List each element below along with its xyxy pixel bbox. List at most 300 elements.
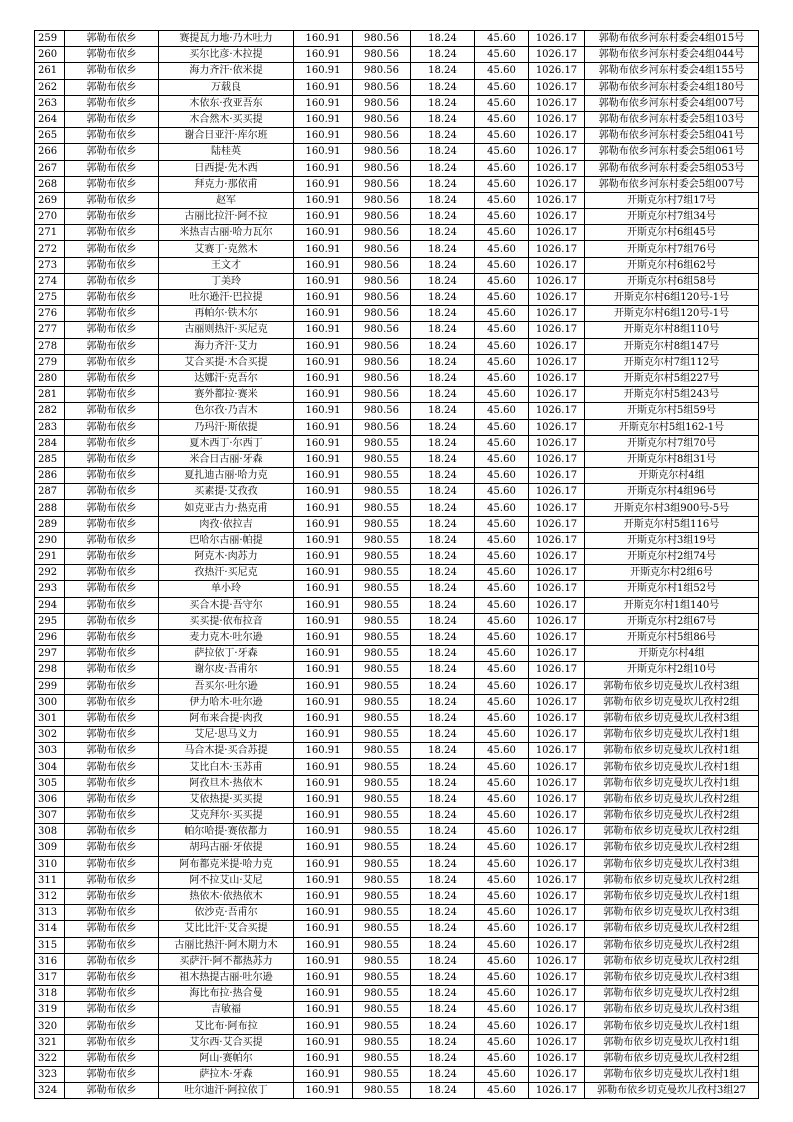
table-row — [35, 613, 759, 629]
name-cell: 丁美玲 — [159, 273, 294, 289]
value-cell-3: 18.24 — [411, 646, 475, 662]
value-cell-4: 45.60 — [475, 759, 529, 775]
address-cell: 开斯克尔村7组34号 — [585, 209, 759, 225]
table-row — [35, 532, 759, 548]
value-cell-2: 980.56 — [353, 387, 411, 403]
value-cell-4: 45.60 — [475, 646, 529, 662]
value-cell-1: 160.91 — [294, 273, 353, 289]
address-cell: 郭勒布依乡切克曼坎儿孜村2组 — [585, 986, 759, 1002]
township-cell: 郭勒布依乡 — [65, 629, 159, 645]
value-cell-1: 160.91 — [294, 419, 353, 435]
table-row — [35, 225, 759, 241]
value-cell-3: 18.24 — [411, 354, 475, 370]
address-cell: 开斯克尔村4组96号 — [585, 484, 759, 500]
value-cell-1: 160.91 — [294, 581, 353, 597]
value-cell-4: 45.60 — [475, 306, 529, 322]
total-cell: 1026.17 — [529, 306, 585, 322]
value-cell-1: 160.91 — [294, 613, 353, 629]
table-row — [35, 160, 759, 176]
value-cell-2: 980.56 — [353, 209, 411, 225]
row-index: 285 — [35, 451, 65, 467]
total-cell: 1026.17 — [529, 484, 585, 500]
table-row — [35, 435, 759, 451]
table-row — [35, 743, 759, 759]
value-cell-2: 980.55 — [353, 694, 411, 710]
table-row — [35, 808, 759, 824]
value-cell-4: 45.60 — [475, 694, 529, 710]
value-cell-4: 45.60 — [475, 1083, 529, 1099]
township-cell: 郭勒布依乡 — [65, 241, 159, 257]
township-cell: 郭勒布依乡 — [65, 306, 159, 322]
value-cell-4: 45.60 — [475, 354, 529, 370]
value-cell-1: 160.91 — [294, 468, 353, 484]
row-index: 310 — [35, 856, 65, 872]
name-cell: 艾比比汗·艾合买提 — [159, 921, 294, 937]
address-cell: 郭勒布依乡切克曼坎儿孜村3组 — [585, 856, 759, 872]
name-cell: 拜克力·那依甫 — [159, 176, 294, 192]
value-cell-4: 45.60 — [475, 662, 529, 678]
table-row — [35, 257, 759, 273]
name-cell: 马合木提·买合苏提 — [159, 743, 294, 759]
table-row — [35, 468, 759, 484]
table-row — [35, 79, 759, 95]
address-cell: 郭勒布依乡切克曼坎儿孜村2组 — [585, 953, 759, 969]
value-cell-3: 18.24 — [411, 613, 475, 629]
value-cell-4: 45.60 — [475, 484, 529, 500]
value-cell-2: 980.56 — [353, 257, 411, 273]
address-cell: 开斯克尔村1组52号 — [585, 581, 759, 597]
row-index: 319 — [35, 1002, 65, 1018]
value-cell-1: 160.91 — [294, 451, 353, 467]
address-cell: 开斯克尔村7组112号 — [585, 354, 759, 370]
name-cell: 阿不拉艾山·艾尼 — [159, 872, 294, 888]
table-row — [35, 273, 759, 289]
name-cell: 米合日古丽·牙森 — [159, 451, 294, 467]
row-index: 277 — [35, 322, 65, 338]
name-cell: 热依木·依热依木 — [159, 888, 294, 904]
name-cell: 日西提·先木西 — [159, 160, 294, 176]
name-cell: 古丽比热汗·阿木期力木 — [159, 937, 294, 953]
table-row — [35, 1018, 759, 1034]
table-row — [35, 176, 759, 192]
township-cell: 郭勒布依乡 — [65, 322, 159, 338]
name-cell: 再帕尔·铁木尔 — [159, 306, 294, 322]
total-cell: 1026.17 — [529, 969, 585, 985]
address-cell: 郭勒布依乡切克曼坎儿孜村1组 — [585, 1067, 759, 1083]
row-index: 308 — [35, 824, 65, 840]
value-cell-3: 18.24 — [411, 435, 475, 451]
row-index: 287 — [35, 484, 65, 500]
table-row — [35, 354, 759, 370]
township-cell: 郭勒布依乡 — [65, 840, 159, 856]
address-cell: 开斯克尔村2组74号 — [585, 549, 759, 565]
value-cell-1: 160.91 — [294, 986, 353, 1002]
value-cell-2: 980.55 — [353, 662, 411, 678]
value-cell-2: 980.55 — [353, 759, 411, 775]
address-cell: 郭勒布依乡切克曼坎儿孜村2组 — [585, 694, 759, 710]
total-cell: 1026.17 — [529, 791, 585, 807]
name-cell: 阿山·赛帕尔 — [159, 1050, 294, 1066]
name-cell: 陆桂英 — [159, 144, 294, 160]
township-cell: 郭勒布依乡 — [65, 1034, 159, 1050]
total-cell: 1026.17 — [529, 775, 585, 791]
table-row — [35, 678, 759, 694]
township-cell: 郭勒布依乡 — [65, 95, 159, 111]
value-cell-4: 45.60 — [475, 451, 529, 467]
value-cell-1: 160.91 — [294, 1050, 353, 1066]
value-cell-1: 160.91 — [294, 678, 353, 694]
total-cell: 1026.17 — [529, 354, 585, 370]
value-cell-2: 980.55 — [353, 808, 411, 824]
name-cell: 艾克拜尔·买买提 — [159, 808, 294, 824]
row-index: 259 — [35, 31, 65, 47]
total-cell: 1026.17 — [529, 646, 585, 662]
value-cell-4: 45.60 — [475, 128, 529, 144]
table-row — [35, 1083, 759, 1099]
value-cell-4: 45.60 — [475, 63, 529, 79]
value-cell-2: 980.56 — [353, 273, 411, 289]
total-cell: 1026.17 — [529, 451, 585, 467]
value-cell-3: 18.24 — [411, 484, 475, 500]
total-cell: 1026.17 — [529, 581, 585, 597]
name-cell: 王文才 — [159, 257, 294, 273]
name-cell: 谢尔皮·吾甫尔 — [159, 662, 294, 678]
value-cell-2: 980.56 — [353, 306, 411, 322]
value-cell-4: 45.60 — [475, 824, 529, 840]
address-cell: 郭勒布依乡河东村委会5组041号 — [585, 128, 759, 144]
value-cell-3: 18.24 — [411, 192, 475, 208]
table-row — [35, 710, 759, 726]
value-cell-2: 980.55 — [353, 727, 411, 743]
table-row — [35, 322, 759, 338]
row-index: 262 — [35, 79, 65, 95]
township-cell: 郭勒布依乡 — [65, 338, 159, 354]
address-cell: 郭勒布依乡河东村委会4组044号 — [585, 47, 759, 63]
value-cell-1: 160.91 — [294, 856, 353, 872]
value-cell-4: 45.60 — [475, 775, 529, 791]
address-cell: 开斯克尔村7组76号 — [585, 241, 759, 257]
value-cell-4: 45.60 — [475, 225, 529, 241]
total-cell: 1026.17 — [529, 176, 585, 192]
name-cell: 艾赛丁·克然木 — [159, 241, 294, 257]
address-cell: 郭勒布依乡切克曼坎儿孜村1组 — [585, 759, 759, 775]
township-cell: 郭勒布依乡 — [65, 953, 159, 969]
table-row — [35, 111, 759, 127]
row-index: 291 — [35, 549, 65, 565]
value-cell-1: 160.91 — [294, 31, 353, 47]
value-cell-2: 980.56 — [353, 192, 411, 208]
value-cell-1: 160.91 — [294, 549, 353, 565]
value-cell-2: 980.55 — [353, 888, 411, 904]
address-cell: 开斯克尔村7组17号 — [585, 192, 759, 208]
value-cell-1: 160.91 — [294, 322, 353, 338]
township-cell: 郭勒布依乡 — [65, 969, 159, 985]
address-cell: 开斯克尔村5组59号 — [585, 403, 759, 419]
value-cell-2: 980.55 — [353, 856, 411, 872]
value-cell-4: 45.60 — [475, 111, 529, 127]
value-cell-2: 980.55 — [353, 710, 411, 726]
value-cell-4: 45.60 — [475, 1050, 529, 1066]
total-cell: 1026.17 — [529, 1067, 585, 1083]
table-row — [35, 759, 759, 775]
township-cell: 郭勒布依乡 — [65, 403, 159, 419]
value-cell-3: 18.24 — [411, 47, 475, 63]
value-cell-3: 18.24 — [411, 710, 475, 726]
name-cell: 万载良 — [159, 79, 294, 95]
total-cell: 1026.17 — [529, 953, 585, 969]
value-cell-1: 160.91 — [294, 241, 353, 257]
value-cell-4: 45.60 — [475, 565, 529, 581]
township-cell: 郭勒布依乡 — [65, 678, 159, 694]
total-cell: 1026.17 — [529, 192, 585, 208]
value-cell-4: 45.60 — [475, 1018, 529, 1034]
address-cell: 开斯克尔村5组227号 — [585, 370, 759, 386]
township-cell: 郭勒布依乡 — [65, 856, 159, 872]
value-cell-4: 45.60 — [475, 597, 529, 613]
total-cell: 1026.17 — [529, 63, 585, 79]
table-row — [35, 1034, 759, 1050]
value-cell-3: 18.24 — [411, 937, 475, 953]
value-cell-1: 160.91 — [294, 840, 353, 856]
value-cell-3: 18.24 — [411, 338, 475, 354]
value-cell-1: 160.91 — [294, 128, 353, 144]
value-cell-2: 980.55 — [353, 678, 411, 694]
value-cell-2: 980.56 — [353, 403, 411, 419]
total-cell: 1026.17 — [529, 111, 585, 127]
row-index: 299 — [35, 678, 65, 694]
value-cell-2: 980.55 — [353, 1050, 411, 1066]
address-cell: 开斯克尔村4组 — [585, 646, 759, 662]
township-cell: 郭勒布依乡 — [65, 694, 159, 710]
value-cell-2: 980.55 — [353, 468, 411, 484]
row-index: 322 — [35, 1050, 65, 1066]
total-cell: 1026.17 — [529, 808, 585, 824]
table-row — [35, 403, 759, 419]
value-cell-2: 980.56 — [353, 95, 411, 111]
total-cell: 1026.17 — [529, 322, 585, 338]
table-row — [35, 128, 759, 144]
address-cell: 郭勒布依乡切克曼坎儿孜村1组 — [585, 1018, 759, 1034]
township-cell: 郭勒布依乡 — [65, 144, 159, 160]
value-cell-4: 45.60 — [475, 921, 529, 937]
value-cell-2: 980.55 — [353, 986, 411, 1002]
total-cell: 1026.17 — [529, 1083, 585, 1099]
value-cell-3: 18.24 — [411, 241, 475, 257]
row-index: 300 — [35, 694, 65, 710]
value-cell-3: 18.24 — [411, 629, 475, 645]
value-cell-1: 160.91 — [294, 63, 353, 79]
address-cell: 开斯克尔村2组67号 — [585, 613, 759, 629]
address-cell: 郭勒布依乡切克曼坎儿孜村2组 — [585, 937, 759, 953]
table-row — [35, 921, 759, 937]
value-cell-3: 18.24 — [411, 468, 475, 484]
name-cell: 买素提·艾孜孜 — [159, 484, 294, 500]
row-index: 301 — [35, 710, 65, 726]
value-cell-3: 18.24 — [411, 888, 475, 904]
row-index: 260 — [35, 47, 65, 63]
value-cell-2: 980.55 — [353, 613, 411, 629]
address-cell: 郭勒布依乡切克曼坎儿孜村3组 — [585, 969, 759, 985]
value-cell-2: 980.55 — [353, 532, 411, 548]
township-cell: 郭勒布依乡 — [65, 549, 159, 565]
township-cell: 郭勒布依乡 — [65, 500, 159, 516]
township-cell: 郭勒布依乡 — [65, 435, 159, 451]
value-cell-2: 980.56 — [353, 47, 411, 63]
township-cell: 郭勒布依乡 — [65, 484, 159, 500]
row-index: 276 — [35, 306, 65, 322]
township-cell: 郭勒布依乡 — [65, 775, 159, 791]
value-cell-2: 980.56 — [353, 63, 411, 79]
row-index: 283 — [35, 419, 65, 435]
value-cell-4: 45.60 — [475, 435, 529, 451]
value-cell-1: 160.91 — [294, 921, 353, 937]
value-cell-2: 980.55 — [353, 953, 411, 969]
name-cell: 肉孜·依拉吉 — [159, 516, 294, 532]
value-cell-3: 18.24 — [411, 63, 475, 79]
value-cell-1: 160.91 — [294, 435, 353, 451]
row-index: 309 — [35, 840, 65, 856]
table-row — [35, 370, 759, 386]
row-index: 320 — [35, 1018, 65, 1034]
row-index: 324 — [35, 1083, 65, 1099]
township-cell: 郭勒布依乡 — [65, 727, 159, 743]
total-cell: 1026.17 — [529, 290, 585, 306]
value-cell-3: 18.24 — [411, 727, 475, 743]
table-row — [35, 694, 759, 710]
value-cell-1: 160.91 — [294, 370, 353, 386]
township-cell: 郭勒布依乡 — [65, 759, 159, 775]
township-cell: 郭勒布依乡 — [65, 354, 159, 370]
township-cell: 郭勒布依乡 — [65, 1050, 159, 1066]
value-cell-3: 18.24 — [411, 451, 475, 467]
township-cell: 郭勒布依乡 — [65, 370, 159, 386]
name-cell: 巴哈尔古丽·帕提 — [159, 532, 294, 548]
value-cell-1: 160.91 — [294, 95, 353, 111]
township-cell: 郭勒布依乡 — [65, 192, 159, 208]
value-cell-3: 18.24 — [411, 257, 475, 273]
value-cell-2: 980.56 — [353, 322, 411, 338]
township-cell: 郭勒布依乡 — [65, 791, 159, 807]
value-cell-1: 160.91 — [294, 905, 353, 921]
row-index: 288 — [35, 500, 65, 516]
row-index: 266 — [35, 144, 65, 160]
address-cell: 开斯克尔村5组86号 — [585, 629, 759, 645]
value-cell-1: 160.91 — [294, 953, 353, 969]
table-row — [35, 47, 759, 63]
name-cell: 单小玲 — [159, 581, 294, 597]
name-cell: 赛提瓦力地·乃木吐力 — [159, 31, 294, 47]
name-cell: 吾买尔·吐尔逊 — [159, 678, 294, 694]
value-cell-3: 18.24 — [411, 176, 475, 192]
address-cell: 郭勒布依乡河东村委会4组155号 — [585, 63, 759, 79]
total-cell: 1026.17 — [529, 225, 585, 241]
value-cell-3: 18.24 — [411, 500, 475, 516]
total-cell: 1026.17 — [529, 597, 585, 613]
total-cell: 1026.17 — [529, 95, 585, 111]
value-cell-2: 980.55 — [353, 500, 411, 516]
row-index: 294 — [35, 597, 65, 613]
row-index: 296 — [35, 629, 65, 645]
township-cell: 郭勒布依乡 — [65, 888, 159, 904]
value-cell-1: 160.91 — [294, 209, 353, 225]
table-row — [35, 241, 759, 257]
value-cell-1: 160.91 — [294, 565, 353, 581]
value-cell-4: 45.60 — [475, 387, 529, 403]
value-cell-4: 45.60 — [475, 678, 529, 694]
township-cell: 郭勒布依乡 — [65, 387, 159, 403]
value-cell-2: 980.55 — [353, 646, 411, 662]
township-cell: 郭勒布依乡 — [65, 1083, 159, 1099]
total-cell: 1026.17 — [529, 1050, 585, 1066]
address-cell: 开斯克尔村3组19号 — [585, 532, 759, 548]
value-cell-2: 980.56 — [353, 160, 411, 176]
row-index: 278 — [35, 338, 65, 354]
total-cell: 1026.17 — [529, 986, 585, 1002]
value-cell-3: 18.24 — [411, 969, 475, 985]
value-cell-3: 18.24 — [411, 1083, 475, 1099]
value-cell-1: 160.91 — [294, 387, 353, 403]
total-cell: 1026.17 — [529, 387, 585, 403]
row-index: 281 — [35, 387, 65, 403]
value-cell-2: 980.56 — [353, 79, 411, 95]
total-cell: 1026.17 — [529, 824, 585, 840]
value-cell-4: 45.60 — [475, 888, 529, 904]
township-cell: 郭勒布依乡 — [65, 160, 159, 176]
value-cell-3: 18.24 — [411, 111, 475, 127]
name-cell: 米热吉古丽·哈力瓦尔 — [159, 225, 294, 241]
value-cell-3: 18.24 — [411, 322, 475, 338]
table-row — [35, 969, 759, 985]
table-row — [35, 500, 759, 516]
total-cell: 1026.17 — [529, 937, 585, 953]
township-cell: 郭勒布依乡 — [65, 273, 159, 289]
value-cell-1: 160.91 — [294, 306, 353, 322]
value-cell-2: 980.56 — [353, 370, 411, 386]
township-cell: 郭勒布依乡 — [65, 710, 159, 726]
value-cell-1: 160.91 — [294, 354, 353, 370]
value-cell-4: 45.60 — [475, 209, 529, 225]
address-cell: 郭勒布依乡切克曼坎儿孜村3组 — [585, 1002, 759, 1018]
value-cell-2: 980.56 — [353, 290, 411, 306]
row-index: 267 — [35, 160, 65, 176]
total-cell: 1026.17 — [529, 241, 585, 257]
table-row — [35, 840, 759, 856]
value-cell-3: 18.24 — [411, 403, 475, 419]
township-cell: 郭勒布依乡 — [65, 209, 159, 225]
table-body — [35, 31, 759, 1099]
value-cell-1: 160.91 — [294, 662, 353, 678]
row-index: 311 — [35, 872, 65, 888]
value-cell-1: 160.91 — [294, 1002, 353, 1018]
value-cell-1: 160.91 — [294, 532, 353, 548]
address-cell: 郭勒布依乡切克曼坎儿孜村2组 — [585, 872, 759, 888]
row-index: 304 — [35, 759, 65, 775]
value-cell-4: 45.60 — [475, 727, 529, 743]
address-cell: 郭勒布依乡河东村委会5组103号 — [585, 111, 759, 127]
table-row — [35, 549, 759, 565]
name-cell: 买合木提·吾守尔 — [159, 597, 294, 613]
value-cell-3: 18.24 — [411, 1067, 475, 1083]
table-row — [35, 1050, 759, 1066]
total-cell: 1026.17 — [529, 1034, 585, 1050]
value-cell-3: 18.24 — [411, 1002, 475, 1018]
value-cell-4: 45.60 — [475, 840, 529, 856]
value-cell-1: 160.91 — [294, 1034, 353, 1050]
value-cell-3: 18.24 — [411, 1034, 475, 1050]
value-cell-2: 980.56 — [353, 241, 411, 257]
table-row — [35, 662, 759, 678]
address-cell: 郭勒布依乡河东村委会5组061号 — [585, 144, 759, 160]
